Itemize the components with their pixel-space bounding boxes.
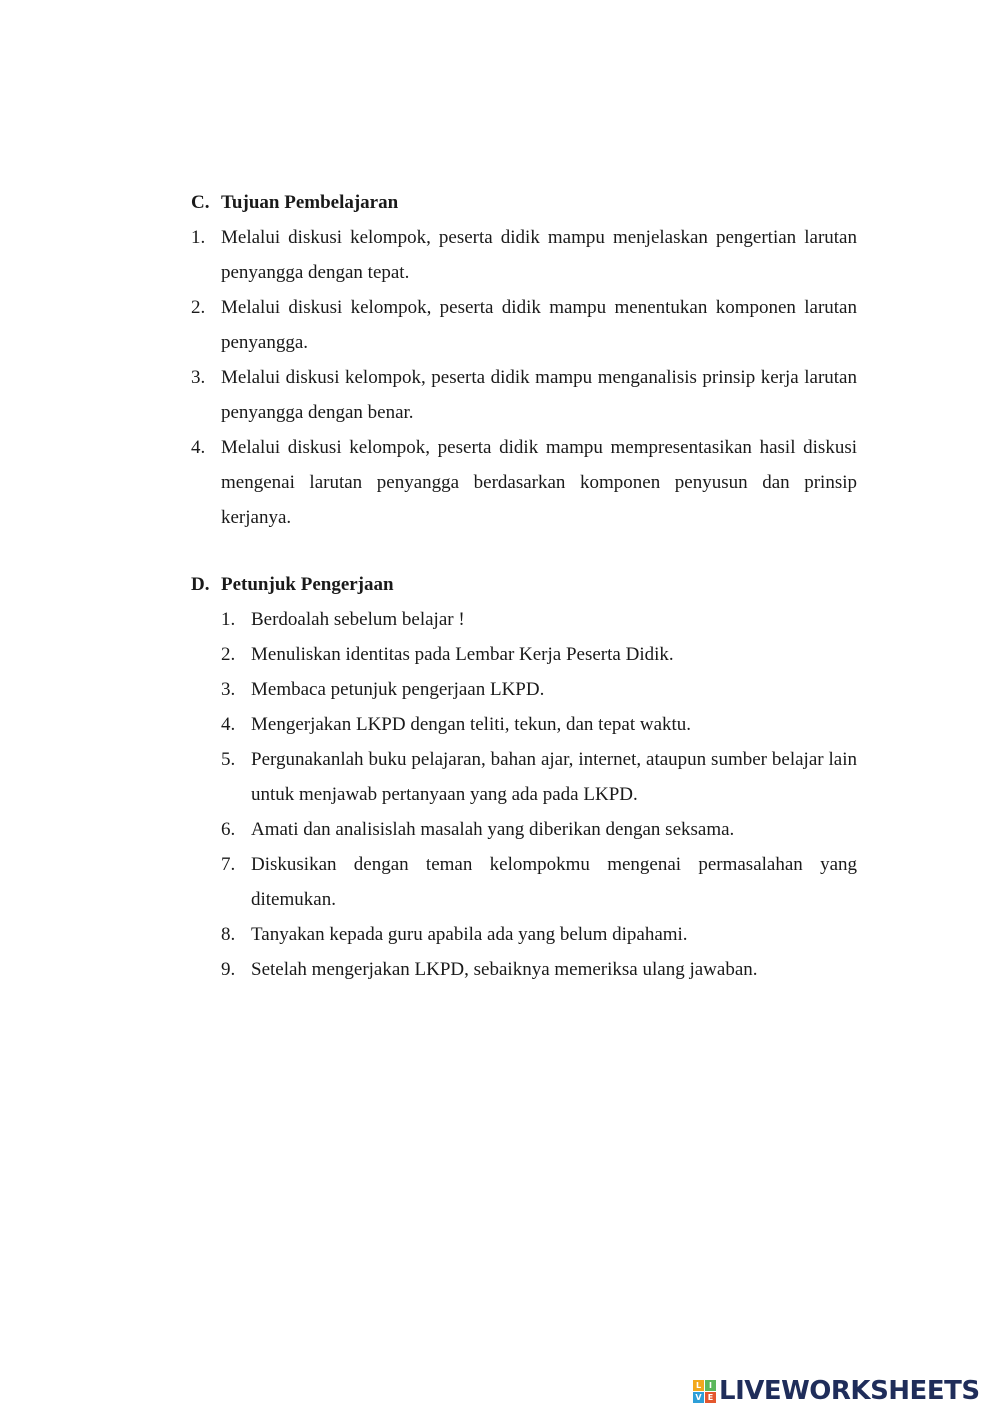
item-number: 1. — [221, 609, 236, 630]
item-number: 4. — [221, 714, 236, 735]
list-item — [191, 430, 857, 535]
liveworksheets-mark-icon — [693, 1380, 716, 1403]
item-number: 7. — [221, 854, 236, 875]
item-text: Melalui diskusi kelompok, peserta didik mampu menjelaskan pengertian larutan penyangga dengan tepat. — [221, 227, 857, 283]
section-c-heading — [191, 191, 398, 215]
item-text: Mengerjakan LKPD dengan teliti, tekun, dan tepat waktu. — [251, 714, 692, 735]
item-text: Setelah mengerjakan LKPD, sebaiknya memeriksa ulang jawaban. — [251, 959, 758, 980]
section-c-title: Tujuan Pembelajaran — [221, 192, 399, 213]
item-number: 8. — [221, 924, 236, 945]
item-number: 3. — [191, 367, 206, 388]
item-number: 5. — [221, 749, 236, 770]
item-number: 2. — [221, 644, 236, 665]
item-text: Diskusikan dengan teman kelompokmu mengenai permasalahan yang ditemukan. — [251, 854, 857, 910]
item-text: Melalui diskusi kelompok, peserta didik mampu menganalisis prinsip kerja larutan penyangga dengan benar. — [221, 367, 857, 423]
logo-mark-letter-e: E — [705, 1392, 716, 1403]
item-number: 9. — [221, 959, 236, 980]
list-item — [221, 812, 857, 847]
list-item — [191, 290, 857, 360]
item-number: 4. — [191, 437, 206, 458]
liveworksheets-logo-text: LIVEWORKSHEETS — [719, 1376, 980, 1406]
item-text: Melalui diskusi kelompok, peserta didik mampu menentukan komponen larutan penyangga. — [221, 297, 857, 353]
section-d-letter: D. — [191, 574, 210, 595]
logo-mark-letter-i: I — [705, 1380, 716, 1391]
list-item — [191, 220, 857, 290]
section-c-letter: C. — [191, 192, 210, 213]
item-text: Pergunakanlah buku pelajaran, bahan ajar, internet, ataupun sumber belajar lain untuk menjawab pertanyaan yang ada pada LKPD. — [251, 749, 857, 805]
section-d-heading — [191, 573, 394, 597]
item-number: 2. — [191, 297, 206, 318]
item-text: Menuliskan identitas pada Lembar Kerja Peserta Didik. — [251, 644, 674, 665]
list-item — [221, 742, 857, 812]
list-item — [221, 707, 857, 742]
item-text: Tanyakan kepada guru apabila ada yang belum dipahami. — [251, 924, 688, 945]
work-instructions-list — [221, 602, 857, 987]
list-item — [221, 847, 857, 917]
list-item — [191, 360, 857, 430]
list-item — [221, 952, 857, 987]
list-item — [221, 917, 857, 952]
item-number: 3. — [221, 679, 236, 700]
liveworksheets-logo — [693, 1376, 980, 1406]
learning-objectives-list — [191, 220, 857, 535]
item-number: 6. — [221, 819, 236, 840]
logo-mark-letter-v: V — [693, 1392, 704, 1403]
list-item — [221, 672, 857, 707]
item-text: Amati dan analisislah masalah yang diberikan dengan seksama. — [251, 819, 735, 840]
list-item — [221, 637, 857, 672]
list-item — [221, 602, 857, 637]
section-d-title: Petunjuk Pengerjaan — [221, 574, 394, 595]
item-number: 1. — [191, 227, 206, 248]
item-text: Melalui diskusi kelompok, peserta didik mampu mempresentasikan hasil diskusi mengenai larutan penyangga berdasarkan komponen penyusun dan prinsip kerjanya. — [221, 437, 857, 528]
logo-mark-letter-l: L — [693, 1380, 704, 1391]
item-text: Membaca petunjuk pengerjaan LKPD. — [251, 679, 545, 700]
item-text: Berdoalah sebelum belajar ! — [251, 609, 465, 630]
